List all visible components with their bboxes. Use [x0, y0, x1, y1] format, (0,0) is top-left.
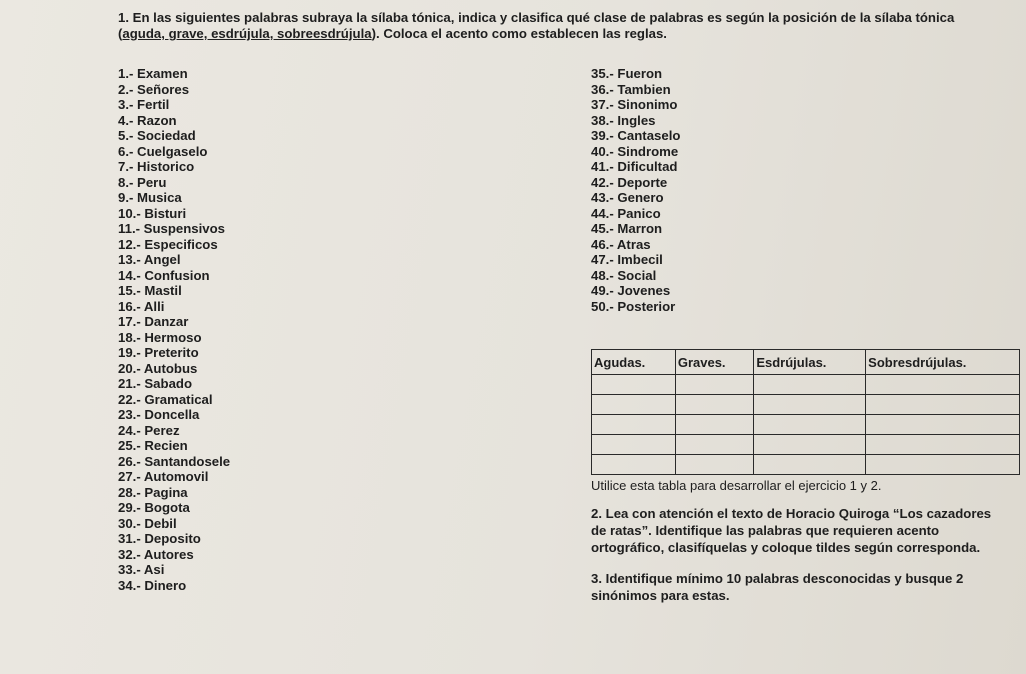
word-item: 4.- Razon: [118, 112, 177, 128]
table-row: [592, 435, 1020, 455]
table-cell[interactable]: [866, 395, 1020, 415]
table-row: [592, 375, 1020, 395]
word-item: 5.- Sociedad: [118, 128, 196, 143]
word-item: 45.- Marron: [591, 221, 663, 236]
word-item: 11.- Suspensivos: [118, 221, 226, 236]
table-cell[interactable]: [866, 435, 1020, 455]
word-item: 28.- Pagina: [118, 484, 188, 500]
word-item: 34.- Dinero: [118, 577, 187, 593]
word-item: 13.- Angel: [118, 252, 181, 267]
table-row: [592, 415, 1020, 435]
table-caption: Utilice esta tabla para desarrollar el ejercicio 1 y 2.: [591, 478, 882, 493]
word-item: 46.- Atras: [591, 236, 651, 252]
word-item: 7.- Historico: [118, 159, 195, 174]
table-cell[interactable]: [754, 395, 866, 415]
word-types-underlined: aguda, grave, esdrújula, sobreesdrújula: [122, 26, 372, 41]
table-cell[interactable]: [592, 375, 676, 395]
word-item: 3.- Fertil: [118, 97, 170, 112]
word-item: 49.- Jovenes: [591, 283, 671, 298]
table-cell[interactable]: [675, 415, 754, 435]
classification-table: [591, 349, 1020, 475]
word-item: 33.- Asi: [118, 562, 165, 577]
word-list-column-2: [591, 66, 680, 314]
table-cell[interactable]: [675, 435, 754, 455]
exercise-3-line-2: sinónimos para estas.: [591, 588, 730, 603]
word-item: 1.- Examen: [118, 66, 188, 81]
table-row: [592, 455, 1020, 475]
word-item: 29.- Bogota: [118, 500, 190, 515]
word-item: 23.- Doncella: [118, 407, 200, 422]
word-item: 43.- Genero: [591, 190, 664, 205]
word-item: 6.- Cuelgaselo: [118, 143, 208, 159]
instructions-line-1: 1. En las siguientes palabras subraya la sílaba tónica, indica y clasifica qué clase de palabras es según la posición de la sílaba tónica: [118, 10, 955, 25]
word-item: 38.- Ingles: [591, 112, 656, 128]
table-cell[interactable]: [754, 435, 866, 455]
word-item: 15.- Mastil: [118, 283, 182, 298]
table-row: [592, 395, 1020, 415]
word-item: 48.- Social: [591, 267, 657, 283]
table-cell[interactable]: [592, 415, 676, 435]
exercise-2-line-2: de ratas”. Identifique las palabras que requieren acento: [591, 523, 940, 538]
table-cell[interactable]: [866, 415, 1020, 435]
word-item: 12.- Especificos: [118, 236, 218, 252]
header-agudas: Agudas.: [592, 350, 676, 375]
table-cell[interactable]: [754, 375, 866, 395]
instructions-line-2-rest: ). Coloca el acento como establecen las reglas.: [371, 26, 667, 41]
word-item: 37.- Sinonimo: [591, 97, 678, 112]
instructions-line-2: [118, 26, 978, 42]
instructions: [118, 10, 978, 42]
word-item: 18.- Hermoso: [118, 329, 202, 345]
word-item: 26.- Santandosele: [118, 453, 231, 469]
word-item: 44.- Panico: [591, 205, 661, 221]
table-cell[interactable]: [592, 455, 676, 475]
exercise-3: [591, 570, 1016, 604]
word-item: 40.- Sindrome: [591, 143, 679, 159]
word-item: 10.- Bisturi: [118, 205, 187, 221]
table-cell[interactable]: [675, 395, 754, 415]
word-item: 41.- Dificultad: [591, 159, 678, 174]
table-cell[interactable]: [866, 455, 1020, 475]
table-header-row: [592, 350, 1020, 375]
word-item: 20.- Autobus: [118, 360, 198, 376]
word-item: 35.- Fueron: [591, 66, 663, 81]
table-cell[interactable]: [754, 415, 866, 435]
word-item: 32.- Autores: [118, 546, 194, 562]
table-cell[interactable]: [675, 375, 754, 395]
word-item: 25.- Recien: [118, 438, 188, 453]
table-cell[interactable]: [592, 395, 676, 415]
header-esdrujulas: Esdrújulas.: [754, 350, 866, 375]
word-item: 9.- Musica: [118, 190, 182, 205]
exercise-3-line-1: 3. Identifique mínimo 10 palabras desconocidas y busque 2: [591, 571, 964, 586]
word-item: 47.- Imbecil: [591, 252, 663, 267]
word-item: 17.- Danzar: [118, 314, 189, 329]
exercise-2: [591, 505, 1016, 556]
word-item: 8.- Peru: [118, 174, 167, 190]
word-item: 42.- Deporte: [591, 174, 668, 190]
word-item: 22.- Gramatical: [118, 391, 213, 407]
header-sobresdrujulas: Sobresdrújulas.: [866, 350, 1020, 375]
word-item: 36.- Tambien: [591, 81, 671, 97]
word-item: 39.- Cantaselo: [591, 128, 681, 143]
header-graves: Graves.: [675, 350, 754, 375]
word-item: 16.- Alli: [118, 298, 165, 314]
word-item: 50.- Posterior: [591, 298, 676, 314]
word-item: 14.- Confusion: [118, 267, 210, 283]
word-item: 21.- Sabado: [118, 376, 193, 391]
table-cell[interactable]: [592, 435, 676, 455]
table-cell[interactable]: [754, 455, 866, 475]
table-cell[interactable]: [866, 375, 1020, 395]
word-item: 30.- Debil: [118, 515, 177, 531]
instructions-open-paren: (: [118, 26, 123, 41]
word-item: 19.- Preterito: [118, 345, 199, 360]
word-item: 2.- Señores: [118, 81, 190, 97]
word-item: 31.- Deposito: [118, 531, 201, 546]
word-list-column-1: [118, 66, 230, 593]
exercise-2-line-1: 2. Lea con atención el texto de Horacio Quiroga “Los cazadores: [591, 506, 992, 521]
table-cell[interactable]: [675, 455, 754, 475]
word-item: 24.- Perez: [118, 422, 180, 438]
exercise-2-line-3: ortográfico, clasifíquelas y coloque tildes según corresponda.: [591, 540, 981, 555]
word-item: 27.- Automovil: [118, 469, 209, 484]
